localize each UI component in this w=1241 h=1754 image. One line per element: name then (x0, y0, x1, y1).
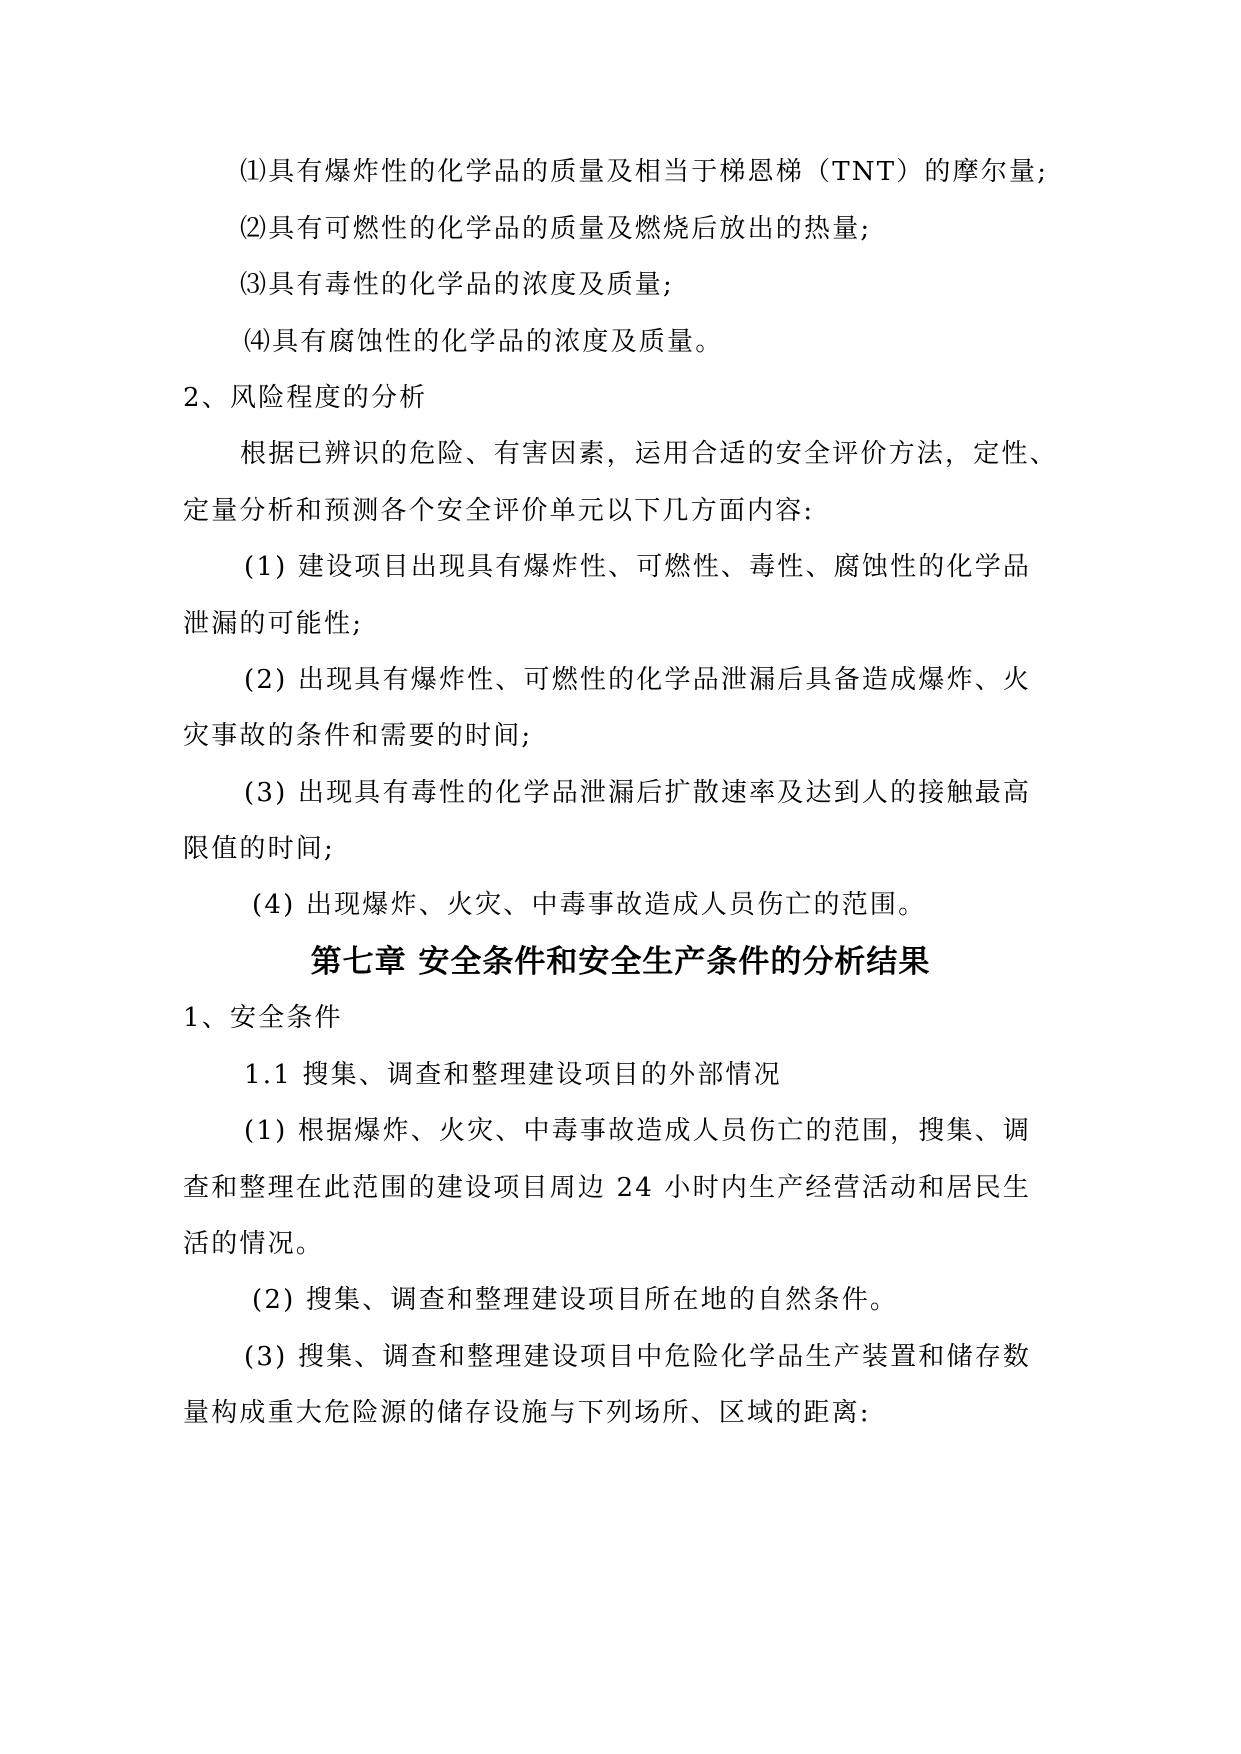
list-item-toxic: ⑶具有毒性的化学品的浓度及质量; (240, 270, 674, 300)
paragraph-line: 量构成重大危险源的储存设施与下列场所、区域的距离: (183, 1398, 871, 1428)
paragraph-line: (3) 搜集、调查和整理建设项目中危险化学品生产装置和储存数 (244, 1342, 1032, 1372)
paragraph-line: (2) 搜集、调查和整理建设项目所在地的自然条件。 (252, 1285, 899, 1315)
paragraph-line: 活的情况。 (183, 1229, 325, 1259)
paragraph-line: 限值的时间; (183, 834, 335, 864)
chapter-heading: 第七章 安全条件和安全生产条件的分析结果 (310, 944, 931, 980)
list-item-explosive: ⑴具有爆炸性的化学品的质量及相当于梯恩梯（TNT）的摩尔量; (240, 157, 1049, 187)
paragraph-line: (1) 根据爆炸、火灾、中毒事故造成人员伤亡的范围，搜集、调 (244, 1116, 1032, 1146)
subsection-title: 1.1 搜集、调查和整理建设项目的外部情况 (244, 1060, 782, 1090)
paragraph-line: (2) 出现具有爆炸性、可燃性的化学品泄漏后具备造成爆炸、火 (244, 665, 1032, 695)
section-title-safety-conditions: 1、安全条件 (183, 1003, 343, 1033)
paragraph-line: (3) 出现具有毒性的化学品泄漏后扩散速率及达到人的接触最高 (244, 778, 1032, 808)
paragraph-line: (1) 建设项目出现具有爆炸性、可燃性、毒性、腐蚀性的化学品 (244, 552, 1032, 582)
list-item-flammable: ⑵具有可燃性的化学品的质量及燃烧后放出的热量; (240, 214, 872, 244)
section-title-risk-analysis: 2、风险程度的分析 (183, 383, 428, 413)
paragraph-line: (4) 出现爆炸、火灾、中毒事故造成人员伤亡的范围。 (252, 890, 927, 920)
paragraph-line: 根据已辨识的危险、有害因素，运用合适的安全评价方法，定性、 (240, 439, 1058, 469)
paragraph-line: 灾事故的条件和需要的时间; (183, 721, 533, 751)
paragraph-line: 定量分析和预测各个安全评价单元以下几方面内容: (183, 496, 815, 526)
list-item-corrosive: ⑷具有腐蚀性的化学品的浓度及质量。 (244, 327, 724, 357)
paragraph-line: 泄漏的可能性; (183, 609, 364, 639)
paragraph-line: 查和整理在此范围的建设项目周边 24 小时内生产经营活动和居民生 (183, 1173, 1032, 1203)
